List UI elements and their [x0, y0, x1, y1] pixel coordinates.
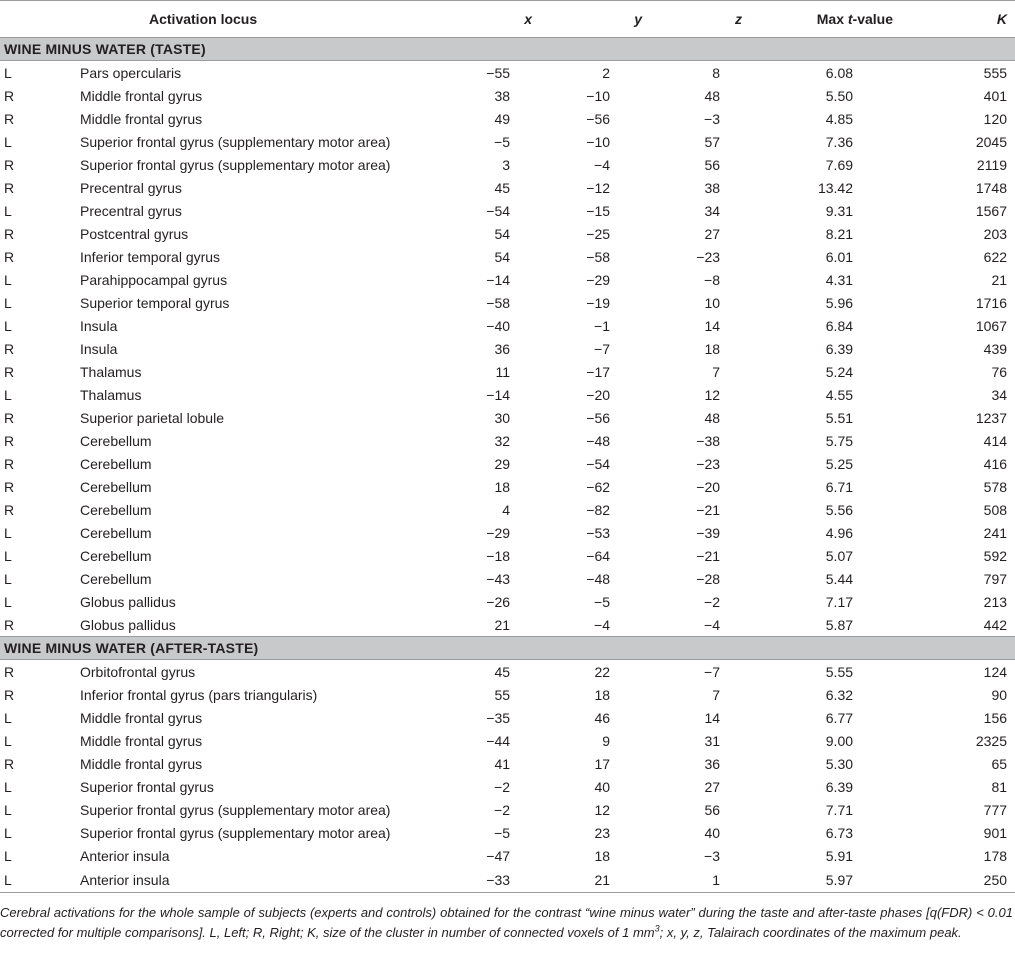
- table-caption: [0, 903, 1015, 943]
- header-z: z: [650, 1, 750, 38]
- row-y: −20: [586, 386, 611, 403]
- row-side: R: [4, 225, 15, 242]
- table-row: [0, 844, 1015, 867]
- row-x: 36: [494, 340, 511, 357]
- row-max-t: 6.32: [825, 686, 854, 703]
- row-x: −14: [486, 271, 511, 288]
- table-row: [0, 706, 1015, 729]
- row-z: 56: [704, 801, 721, 818]
- table-row: [0, 544, 1015, 567]
- header-k: K: [905, 1, 1015, 38]
- row-x: −18: [486, 547, 511, 564]
- row-x: −43: [486, 570, 511, 587]
- row-z: −23: [696, 455, 721, 472]
- row-side: L: [4, 547, 12, 564]
- row-max-t: 5.75: [825, 432, 854, 449]
- row-side: R: [4, 478, 15, 495]
- row-y: 22: [594, 663, 611, 680]
- row-z: 56: [704, 156, 721, 173]
- row-k: 622: [983, 248, 1008, 265]
- row-x: 54: [494, 225, 511, 242]
- caption-superscript: 3: [654, 923, 660, 934]
- row-y: −48: [586, 570, 611, 587]
- row-side: R: [4, 363, 15, 380]
- row-k: 124: [983, 663, 1008, 680]
- row-y: −19: [586, 294, 611, 311]
- row-max-t: 9.31: [825, 202, 854, 219]
- row-z: −21: [696, 501, 721, 518]
- row-side: R: [4, 409, 15, 426]
- row-y: 18: [594, 847, 611, 864]
- row-k: 2045: [975, 133, 1008, 150]
- table-row: [0, 222, 1015, 245]
- row-k: 81: [991, 778, 1008, 795]
- row-z: 10: [704, 294, 721, 311]
- row-k: 508: [983, 501, 1008, 518]
- header-y: y: [540, 1, 650, 38]
- row-y: −48: [586, 432, 611, 449]
- row-z: 31: [704, 732, 721, 749]
- row-locus: Cerebellum: [80, 570, 152, 587]
- row-z: −38: [696, 432, 721, 449]
- row-locus: Cerebellum: [80, 478, 152, 495]
- row-max-t: 9.00: [825, 732, 854, 749]
- row-max-t: 6.73: [825, 824, 854, 841]
- row-k: 2119: [976, 156, 1008, 173]
- row-z: 12: [704, 386, 721, 403]
- row-max-t: 6.01: [825, 248, 854, 265]
- row-z: 14: [704, 709, 721, 726]
- row-x: 45: [494, 663, 511, 680]
- table-row: [0, 153, 1015, 176]
- row-z: 7: [712, 686, 721, 703]
- table-row: [0, 314, 1015, 337]
- row-x: 30: [494, 409, 511, 426]
- row-side: L: [4, 524, 12, 541]
- row-max-t: 4.55: [825, 386, 854, 403]
- row-z: 14: [704, 317, 721, 334]
- row-locus: Superior frontal gyrus (supplementary motor area): [80, 801, 391, 818]
- row-k: 1748: [975, 179, 1008, 196]
- row-y: −10: [586, 87, 611, 104]
- row-locus: Cerebellum: [80, 432, 152, 449]
- row-side: L: [4, 824, 12, 841]
- row-locus: Middle frontal gyrus: [80, 755, 203, 772]
- row-max-t: 6.77: [825, 709, 854, 726]
- row-locus: Superior parietal lobule: [80, 409, 224, 426]
- row-x: −47: [486, 847, 511, 864]
- row-k: 1237: [975, 409, 1008, 426]
- row-side: R: [4, 686, 15, 703]
- row-side: L: [4, 317, 12, 334]
- row-y: 12: [594, 801, 611, 818]
- row-locus: Thalamus: [80, 386, 142, 403]
- row-y: −64: [586, 547, 611, 564]
- row-max-t: 5.25: [825, 455, 854, 472]
- row-y: −53: [586, 524, 611, 541]
- row-k: 414: [983, 432, 1008, 449]
- row-locus: Globus pallidus: [80, 616, 176, 633]
- row-side: R: [4, 248, 15, 265]
- table-header: [0, 1, 1015, 38]
- row-locus: Superior frontal gyrus (supplementary motor area): [80, 156, 391, 173]
- row-k: 34: [991, 386, 1008, 403]
- row-k: 178: [983, 847, 1008, 864]
- row-k: 416: [983, 455, 1008, 472]
- row-max-t: 4.85: [825, 110, 854, 127]
- row-max-t: 8.21: [825, 225, 854, 242]
- row-k: 439: [983, 340, 1008, 357]
- row-k: 250: [905, 867, 1015, 893]
- header-max-t-italic: t: [847, 11, 853, 27]
- row-locus: Insula: [80, 340, 118, 357]
- row-max-t: 5.44: [825, 570, 854, 587]
- row-x: 29: [494, 455, 511, 472]
- section-header-row: [0, 38, 1015, 61]
- row-locus: Middle frontal gyrus: [80, 110, 203, 127]
- row-z: −8: [704, 271, 721, 288]
- row-side: L: [4, 778, 12, 795]
- row-z: −39: [696, 524, 721, 541]
- row-side: L: [4, 732, 12, 749]
- row-z: −28: [696, 570, 721, 587]
- row-y: −54: [586, 455, 611, 472]
- row-max-t: 7.69: [825, 156, 854, 173]
- table-row: [0, 521, 1015, 544]
- row-side: L: [4, 593, 12, 610]
- row-max-t: 5.97: [750, 867, 905, 893]
- row-k: 203: [983, 225, 1008, 242]
- row-locus: Cerebellum: [80, 524, 152, 541]
- table-row: [0, 475, 1015, 498]
- row-side: R: [4, 432, 15, 449]
- row-k: 1067: [975, 317, 1008, 334]
- row-locus: Thalamus: [80, 363, 142, 380]
- row-x: 3: [502, 156, 511, 173]
- row-x: 4: [502, 501, 511, 518]
- row-side: L: [4, 847, 12, 864]
- row-locus: Superior temporal gyrus: [80, 294, 230, 311]
- table-row: [0, 84, 1015, 107]
- table-row: [0, 660, 1015, 684]
- row-locus: Cerebellum: [80, 455, 152, 472]
- row-y: −58: [586, 248, 611, 265]
- row-k: 797: [983, 570, 1008, 587]
- row-max-t: 7.36: [825, 133, 854, 150]
- row-y: −5: [594, 593, 611, 610]
- row-z: 27: [704, 778, 721, 795]
- row-k: 120: [983, 110, 1008, 127]
- row-y: −4: [594, 616, 611, 633]
- row-locus: Middle frontal gyrus: [80, 732, 203, 749]
- row-z: 27: [704, 225, 721, 242]
- row-k: 65: [991, 755, 1008, 772]
- row-locus: Superior frontal gyrus: [80, 778, 214, 795]
- table-row: [0, 775, 1015, 798]
- row-y: −12: [586, 179, 611, 196]
- row-y: −15: [586, 202, 611, 219]
- row-k: 442: [983, 616, 1008, 633]
- caption-part1: Cerebral activations for the whole sample of subjects (experts and controls) obtained for the contrast “wine minus water” during the taste and after-taste phases [q(FDR) < 0.01 corrected for multiple comparisons]. L, Left; R, Right; K, size of the cluster in number of connected voxels of 1 mm: [0, 905, 1013, 940]
- row-max-t: 5.24: [825, 363, 854, 380]
- row-k: 2325: [975, 732, 1008, 749]
- row-x: 18: [494, 478, 511, 495]
- row-x: 11: [495, 363, 511, 380]
- table-row: [0, 613, 1015, 637]
- row-k: 578: [983, 478, 1008, 495]
- row-y: 46: [594, 709, 611, 726]
- row-max-t: 4.96: [825, 524, 854, 541]
- table-row: [0, 176, 1015, 199]
- row-y: 9: [602, 732, 611, 749]
- table-row: [0, 867, 1015, 893]
- section-header-row: [0, 637, 1015, 660]
- row-max-t: 6.39: [825, 778, 854, 795]
- row-y: 23: [594, 824, 611, 841]
- row-x: −2: [494, 778, 511, 795]
- row-x: −55: [486, 64, 511, 81]
- row-k: 555: [983, 64, 1008, 81]
- row-side: L: [4, 133, 12, 150]
- row-max-t: 5.30: [825, 755, 854, 772]
- row-max-t: 6.39: [825, 340, 854, 357]
- row-z: −4: [704, 616, 721, 633]
- row-z: 1: [650, 867, 750, 893]
- row-x: 38: [494, 87, 511, 104]
- row-x: −54: [486, 202, 511, 219]
- table-row: [0, 360, 1015, 383]
- row-locus: Parahippocampal gyrus: [80, 271, 228, 288]
- table-row: [0, 567, 1015, 590]
- table-row: [0, 406, 1015, 429]
- header-max-t-prefix: Max: [816, 11, 848, 27]
- row-max-t: 6.71: [825, 478, 854, 495]
- table-row: [0, 130, 1015, 153]
- row-x: −26: [486, 593, 511, 610]
- header-max-t-suffix: -value: [852, 11, 894, 27]
- row-x: 21: [494, 616, 511, 633]
- row-side: L: [4, 271, 12, 288]
- row-max-t: 5.96: [825, 294, 854, 311]
- header-x: x: [410, 1, 540, 38]
- row-x: −40: [486, 317, 511, 334]
- row-side: R: [4, 179, 15, 196]
- row-side: L: [4, 386, 12, 403]
- row-z: −7: [704, 663, 721, 680]
- table-row: [0, 590, 1015, 613]
- header-activation-locus: Activation locus: [0, 1, 410, 38]
- row-side: R: [4, 110, 15, 127]
- row-side: L: [4, 570, 12, 587]
- row-y: 18: [594, 686, 611, 703]
- row-side: L: [4, 801, 12, 818]
- table-row: [0, 729, 1015, 752]
- table-row: [0, 291, 1015, 314]
- table-row: [0, 199, 1015, 222]
- row-y: 2: [602, 64, 611, 81]
- row-y: 21: [540, 867, 650, 893]
- row-side: R: [4, 755, 15, 772]
- row-x: −5: [494, 824, 511, 841]
- row-y: −7: [594, 340, 611, 357]
- row-locus: Precentral gyrus: [80, 202, 182, 219]
- row-locus: Middle frontal gyrus: [80, 709, 203, 726]
- row-y: −4: [594, 156, 611, 173]
- row-side: R: [4, 501, 15, 518]
- row-k: 1716: [975, 294, 1008, 311]
- row-z: −2: [704, 593, 721, 610]
- row-max-t: 13.42: [817, 179, 854, 196]
- row-x: −2: [494, 801, 511, 818]
- row-y: −25: [586, 225, 611, 242]
- row-max-t: 5.91: [825, 847, 854, 864]
- row-z: 48: [704, 409, 721, 426]
- row-z: −23: [696, 248, 721, 265]
- row-y: −56: [586, 409, 611, 426]
- row-side: L: [4, 64, 12, 81]
- row-k: 592: [983, 547, 1008, 564]
- row-locus: Superior frontal gyrus (supplementary motor area): [80, 824, 391, 841]
- row-locus: Insula: [80, 317, 118, 334]
- row-max-t: 5.55: [825, 663, 854, 680]
- row-max-t: 7.17: [825, 593, 854, 610]
- row-z: 38: [704, 179, 721, 196]
- row-side: R: [4, 455, 15, 472]
- row-y: −1: [594, 317, 611, 334]
- row-y: −62: [586, 478, 611, 495]
- row-side: R: [4, 87, 15, 104]
- table-row: [0, 452, 1015, 475]
- row-x: 54: [494, 248, 511, 265]
- caption-part2: ; x, y, z, Talairach coordinates of the maximum peak.: [659, 925, 962, 940]
- table-row: [0, 268, 1015, 291]
- row-z: 40: [704, 824, 721, 841]
- section-title: WINE MINUS WATER (TASTE): [0, 38, 1015, 61]
- row-x: −29: [486, 524, 511, 541]
- row-x: 41: [494, 755, 511, 772]
- row-z: 7: [712, 363, 721, 380]
- row-side: R: [4, 156, 15, 173]
- row-side: L: [4, 294, 12, 311]
- row-z: 8: [712, 64, 721, 81]
- row-side: L: [4, 202, 12, 219]
- table-row: [0, 798, 1015, 821]
- row-locus: Pars opercularis: [80, 64, 182, 81]
- table-row: [0, 337, 1015, 360]
- row-locus: Superior frontal gyrus (supplementary motor area): [80, 133, 391, 150]
- table-row: [0, 107, 1015, 130]
- row-x: 45: [494, 179, 511, 196]
- row-z: −3: [704, 110, 721, 127]
- row-k: 213: [983, 593, 1008, 610]
- row-z: 48: [704, 87, 721, 104]
- row-locus: Middle frontal gyrus: [80, 87, 203, 104]
- header-max-t-value: [750, 1, 905, 38]
- section-title: WINE MINUS WATER (AFTER-TASTE): [0, 637, 1015, 660]
- row-locus: Cerebellum: [80, 501, 152, 518]
- row-locus: Orbitofrontal gyrus: [80, 663, 196, 680]
- row-side: L: [0, 867, 80, 893]
- row-k: 90: [991, 686, 1008, 703]
- row-x: −14: [486, 386, 511, 403]
- row-y: −10: [586, 133, 611, 150]
- row-locus: Inferior temporal gyrus: [80, 248, 221, 265]
- row-k: 401: [983, 87, 1008, 104]
- table-row: [0, 429, 1015, 452]
- row-x: −35: [486, 709, 511, 726]
- row-max-t: 5.87: [825, 616, 854, 633]
- row-x: 32: [494, 432, 511, 449]
- table-row: [0, 383, 1015, 406]
- table-row: [0, 61, 1015, 85]
- row-max-t: 5.50: [825, 87, 854, 104]
- row-k: 241: [983, 524, 1008, 541]
- row-z: −21: [696, 547, 721, 564]
- row-side: L: [4, 709, 12, 726]
- table-row: [0, 683, 1015, 706]
- row-locus: Precentral gyrus: [80, 179, 182, 196]
- row-locus: Anterior insula: [80, 847, 170, 864]
- row-y: −29: [586, 271, 611, 288]
- row-locus: Postcentral gyrus: [80, 225, 189, 242]
- row-locus: Cerebellum: [80, 547, 152, 564]
- row-z: 36: [704, 755, 721, 772]
- row-max-t: 4.31: [825, 271, 854, 288]
- row-k: 777: [983, 801, 1008, 818]
- table-row: [0, 752, 1015, 775]
- row-locus: Inferior frontal gyrus (pars triangularis): [80, 686, 318, 703]
- row-z: −20: [696, 478, 721, 495]
- row-max-t: 5.56: [825, 501, 854, 518]
- row-max-t: 5.51: [825, 409, 854, 426]
- table-row: [0, 498, 1015, 521]
- row-y: −82: [586, 501, 611, 518]
- row-z: −3: [704, 847, 721, 864]
- row-side: R: [4, 340, 15, 357]
- row-side: R: [4, 616, 15, 633]
- row-x: 55: [494, 686, 511, 703]
- row-k: 156: [983, 709, 1008, 726]
- row-x: −58: [486, 294, 511, 311]
- row-k: 1567: [975, 202, 1008, 219]
- row-locus: Anterior insula: [80, 867, 410, 893]
- row-z: 57: [704, 133, 721, 150]
- row-y: 17: [594, 755, 611, 772]
- row-x: −33: [410, 867, 540, 893]
- table-row: [0, 821, 1015, 844]
- row-max-t: 6.08: [825, 64, 854, 81]
- row-x: −44: [486, 732, 511, 749]
- row-locus: Globus pallidus: [80, 593, 176, 610]
- row-max-t: 6.84: [825, 317, 854, 334]
- row-y: −17: [586, 363, 611, 380]
- row-max-t: 5.07: [825, 547, 854, 564]
- row-y: 40: [594, 778, 611, 795]
- row-side: R: [4, 663, 15, 680]
- row-max-t: 7.71: [825, 801, 854, 818]
- row-x: 49: [494, 110, 511, 127]
- table-body: [0, 38, 1015, 893]
- row-z: 34: [704, 202, 721, 219]
- row-x: −5: [494, 133, 511, 150]
- row-k: 76: [991, 363, 1008, 380]
- table-row: [0, 245, 1015, 268]
- row-k: 21: [991, 271, 1008, 288]
- row-z: 18: [704, 340, 721, 357]
- row-k: 901: [983, 824, 1008, 841]
- row-y: −56: [586, 110, 611, 127]
